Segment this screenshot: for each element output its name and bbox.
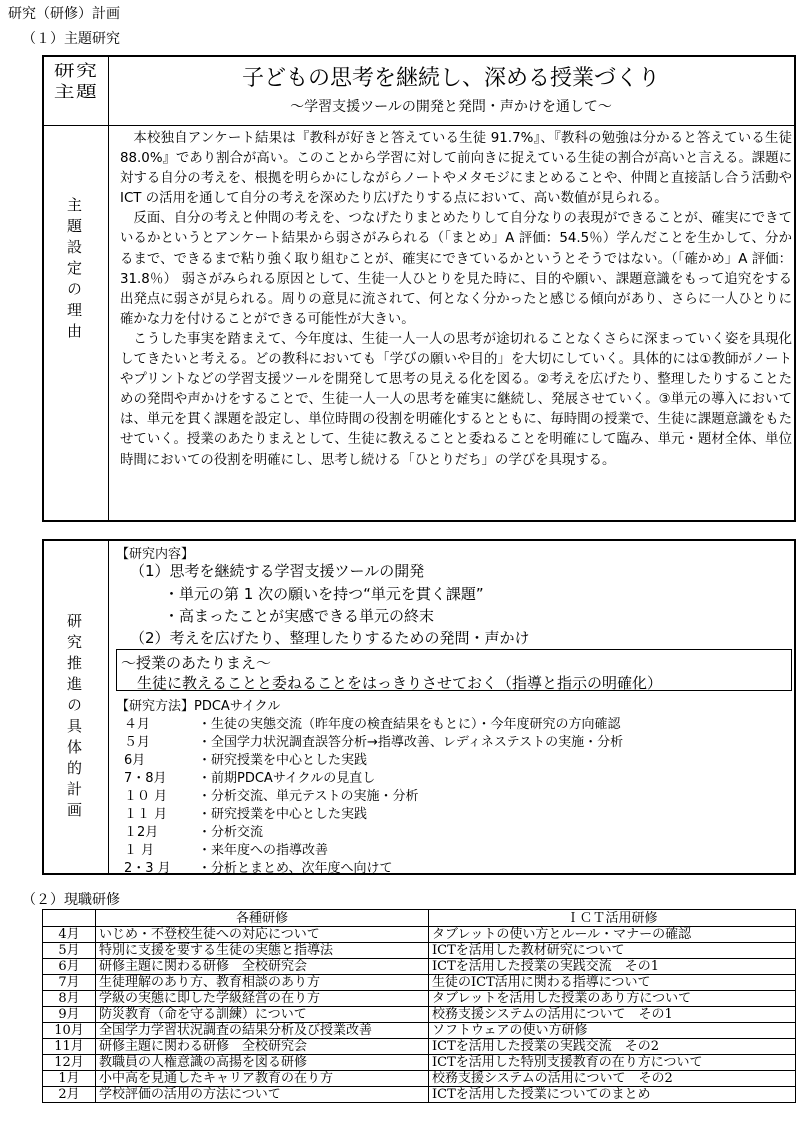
schedule-month: １ 月 <box>124 843 155 858</box>
table-row <box>43 1039 796 1055</box>
month-column-header <box>43 910 96 927</box>
schedule-item: ・全国学力状況調査誤答分析→指導改善、レディネステストの実施・分析 <box>198 735 624 750</box>
document-title: 研究（研修）計画 <box>8 6 120 22</box>
schedule-month: １2月 <box>124 825 159 840</box>
general-training-header: 各種研修 <box>96 910 429 927</box>
schedule-month: 2・3 月 <box>124 861 171 876</box>
row-general: 研修主題に関わる研修 全校研究会 <box>96 959 429 975</box>
schedule-month: ４月 <box>124 717 151 732</box>
row-ict: 校務支援システムの活用について その1 <box>429 1007 796 1023</box>
row-month: 12月 <box>43 1055 96 1071</box>
research-content-header: 【研究内容】 <box>116 547 195 562</box>
reason-label: 主題設定の理由 <box>65 197 83 344</box>
row-ict: ソフトウェアの使い方研修 <box>429 1023 796 1039</box>
research-method-header: 【研究方法】PDCAサイクル <box>116 699 281 714</box>
row-ict: 生徒のICT活用に関わる指導について <box>429 975 796 991</box>
schedule-month: １０ 月 <box>124 789 168 804</box>
reason-paragraph: 反面、自分の考えと仲間の考えを、つなげたりまとめたりして自分なりの表現ができることが、確実にできているかというとアンケート結果から弱さがみられる（「まとめ」A 評価：54.5％）学んだことを生かして、分かるまで、できるまで粘り強く取り組むことが、確実にできているかというとそうではない。（「確かめ」A 評価：31.8％） 弱さがみられる原因として、生徒一人ひとりを見た時に、目的や願い、課題意識をもって追究をする出発点に弱さが見られる。周りの意見に流されて、何となく分かったと感じる傾向があり、さらに一人ひとりに確かな力を付けることができる可能性が大きい。 <box>120 211 792 327</box>
training-table <box>42 909 796 1103</box>
table-row <box>43 991 796 1007</box>
table-row <box>43 975 796 991</box>
reason-paragraph: 本校独自アンケート結果は『教科が好きと答えている生徒 91.7%』、『教科の勉強は分かると答えている生徒 88.0%』であり割合が高い。このことから学習に対して前向きに捉えている生徒の割合が高いと言える。課題に対する自分の考えを、根拠を明らかにしながらノートやメタモジにまとめることや、仲間と直接話し合う活動や ICT の活用を通して自分の考えを深めたり広げたりする点において、高い数値が見られる。 <box>120 131 792 207</box>
row-ict: ICTを活用した授業についてのまとめ <box>429 1087 796 1103</box>
theme-subtitle: ～学習支援ツールの開発と発問・声かけを通して～ <box>290 99 612 115</box>
schedule-month: ５月 <box>124 735 151 750</box>
lesson-basics-title: ～授業のあたりまえ～ <box>121 654 272 672</box>
row-general: 小中高を見通したキャリア教育の在り方 <box>96 1071 429 1087</box>
research-item-1: （1）思考を継続する学習支援ツールの開発 <box>130 562 425 580</box>
schedule-item: ・生徒の実態交流（昨年度の検査結果をもとに）・今年度研究の方向確認 <box>198 717 621 732</box>
row-month: 11月 <box>43 1039 96 1055</box>
row-ict: タブレットの使い方とルール・マナーの確認 <box>429 927 796 943</box>
row-general: 研修主題に関わる研修 全校研究会 <box>96 1039 429 1055</box>
reason-paragraph: こうした事実を踏まえて、今年度は、生徒一人一人の思考が途切れることなくさらに深まっていく姿を具現化してきたいと考える。どの教科においても「学びの願いや目的」を大切にしていく。具体的には①教師がノートやプリントなどの学習支援ツールを開発して思考の見える化を図る。②考えを広げたり、整理したりすることための発問や声かけをすることで、生徒一人一人の思考を確実に継続し、発展させていく。③単元の導入においては、単元を貫く課題を設定し、単位時間の役割を明確化するとともに、毎時間の授業で、生徒に課題意識をもたせていく。授業のあたりまえとして、生徒に教えることと委ねることを明確にして臨み、単元・題材全体、単位時間においての役割を明確にし、思考し続ける「ひとりだち」の学びを具現する。 <box>120 331 792 468</box>
row-ict: ICTを活用した授業の実践交流 その2 <box>429 1039 796 1055</box>
lesson-basics-box <box>116 649 792 691</box>
row-general: 防災教育（命を守る訓練）について <box>96 1007 429 1023</box>
table-row <box>43 1007 796 1023</box>
reason-text <box>120 129 792 471</box>
plan-box <box>42 539 796 875</box>
row-ict: 校務支援システムの活用について その2 <box>429 1071 796 1087</box>
row-ict: ICTを活用した授業の実践交流 その1 <box>429 959 796 975</box>
research-item-1-sub-1: ・単元の第 1 次の願いを持つ“単元を貫く課題” <box>164 585 484 603</box>
row-month: 9月 <box>43 1007 96 1023</box>
schedule-item: ・前期PDCAサイクルの見直し <box>198 771 376 786</box>
row-month: 1月 <box>43 1071 96 1087</box>
table-row <box>43 943 796 959</box>
schedule-item: ・研究授業を中心とした実践 <box>198 807 368 822</box>
row-ict: ICTを活用した特別支援教育の在り方について <box>429 1055 796 1071</box>
row-general: 学級の実態に即した学級経営の在り方 <box>96 991 429 1007</box>
row-ict: タブレットを活用した授業のあり方について <box>429 991 796 1007</box>
row-month: 5月 <box>43 943 96 959</box>
table-row <box>43 1071 796 1087</box>
row-general: 全国学力学習状況調査の結果分析及び授業改善 <box>96 1023 429 1039</box>
theme-box <box>42 55 796 522</box>
ict-training-header: ＩＣＴ活用研修 <box>429 910 796 927</box>
schedule-item: ・研究授業を中心とした実践 <box>198 753 368 768</box>
table-row <box>43 1023 796 1039</box>
table-row <box>43 1055 796 1071</box>
section-heading-theme-research: （１）主題研究 <box>22 31 120 47</box>
schedule-month: 6月 <box>124 753 146 768</box>
row-general: 生徒理解のあり方、教育相談のあり方 <box>96 975 429 991</box>
research-theme-stamp: 研究 主題 <box>53 61 99 101</box>
row-month: 2月 <box>43 1087 96 1103</box>
table-row <box>43 1087 796 1103</box>
row-general: 特別に支援を要する生徒の実態と指導法 <box>96 943 429 959</box>
schedule-item: ・分析とまとめ、次年度へ向けて <box>198 861 393 876</box>
row-general: 教職員の人権意識の高揚を図る研修 <box>96 1055 429 1071</box>
row-month: 8月 <box>43 991 96 1007</box>
schedule-month: 7・8月 <box>124 771 167 786</box>
row-month: 10月 <box>43 1023 96 1039</box>
row-general: いじめ・不登校生徒への対応について <box>96 927 429 943</box>
research-item-1-sub-2: ・高まったことが実感できる単元の終末 <box>164 607 435 625</box>
research-item-2: （2）考えを広げたり、整理したりするための発問・声かけ <box>130 629 530 647</box>
lesson-basics-text: 生徒に教えることと委ねることをはっきりさせておく（指導と指示の明確化） <box>137 674 663 692</box>
plan-label: 研究推進の具体的計画 <box>65 613 83 823</box>
table-row <box>43 927 796 943</box>
schedule-month: １１ 月 <box>124 807 168 822</box>
schedule-item: ・来年度への指導改善 <box>198 843 329 858</box>
row-month: 4月 <box>43 927 96 943</box>
row-general: 学校評価の活用の方法について <box>96 1087 429 1103</box>
row-month: 6月 <box>43 959 96 975</box>
section-heading-training: （２）現職研修 <box>22 892 120 908</box>
row-month: 7月 <box>43 975 96 991</box>
table-header-row <box>43 910 796 927</box>
theme-title: 子どもの思考を継続し、深める授業づくり <box>241 66 660 91</box>
row-ict: ICTを活用した教材研究について <box>429 943 796 959</box>
schedule-item: ・分析交流 <box>198 825 264 840</box>
schedule-item: ・分析交流、単元テストの実施・分析 <box>198 789 419 804</box>
table-row <box>43 959 796 975</box>
